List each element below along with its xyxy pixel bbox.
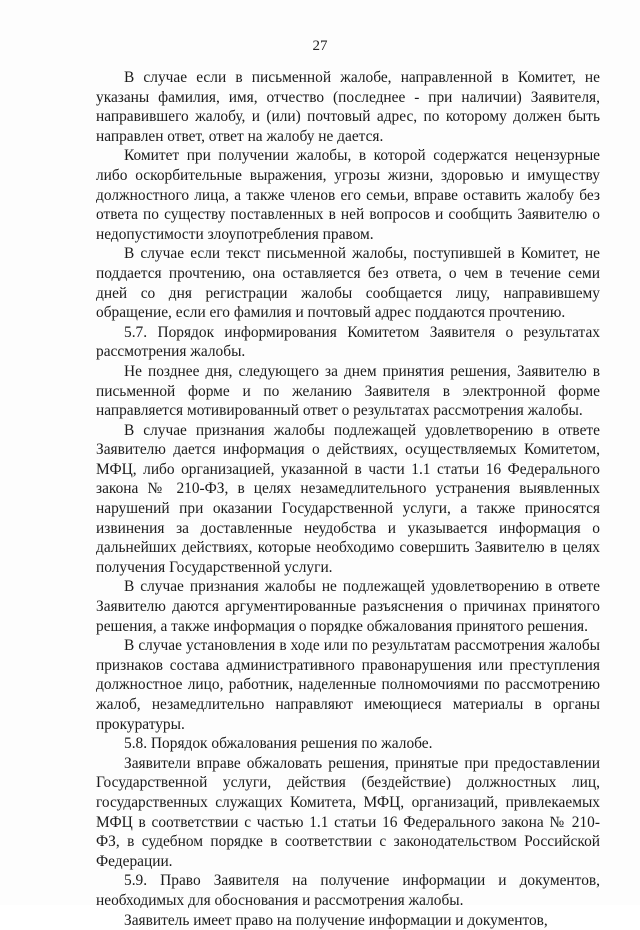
paragraph: В случае если текст письменной жалобы, поступившей в Комитет, не поддается прочтению, она оставляется без ответа, о чем в течение семи дней со дня регистрации жалобы сообщается лицу, направившему обращение, если его фамилия и почтовый адрес поддаются прочтению. — [96, 245, 600, 322]
paragraph: В случае установления в ходе или по результатам рассмотрения жалобы признаков состава административного правонарушения или преступления должностное лицо, работник, наделенные полномочиями по рассмотрению жалоб, незамедлительно направляют имеющиеся материалы в органы прокуратуры. — [96, 637, 600, 733]
page-number: 27 — [312, 38, 328, 54]
paragraph: Заявитель имеет право на получение информации и документов, — [124, 911, 548, 929]
section-heading-5-8: 5.8. Порядок обжалования решения по жалобе. — [124, 735, 433, 753]
document-body — [96, 68, 600, 930]
paragraph: В случае признания жалобы подлежащей удовлетворению в ответе Заявителю дается информация о действиях, осуществляемых Комитетом, МФЦ, либо организацией, указанной в части 1.1 статьи 16 Федерального закона № 210-ФЗ, в целях незамедлительного устранения выявленных нарушений при оказании Государственной услуги, а также приносятся извинения за доставленные неудобства и указывается информация о дальнейших действиях, которые необходимо совершить Заявителю в целях получения Государственной услуги. — [96, 421, 600, 576]
paragraph: Комитет при получении жалобы, в которой содержатся нецензурные либо оскорбительные выражения, угрозы жизни, здоровью и имуществу должностного лица, а также членов его семьи, вправе оставить жалобу без ответа по существу поставленных в ней вопросов и сообщить Заявителю о недопустимости злоупотребления правом. — [96, 147, 600, 243]
paragraph: В случае признания жалобы не подлежащей удовлетворению в ответе Заявителю даются аргументированные разъяснения о причинах принятого решения, а также информация о порядке обжалования принятого решения. — [96, 578, 600, 635]
paragraph: Не позднее дня, следующего за днем принятия решения, Заявителю в письменной форме и по желанию Заявителя в электронной форме направляется мотивированный ответ о результатах рассмотрения жалобы. — [96, 362, 600, 420]
section-heading-5-9: 5.9. Право Заявителя на получение информации и документов, необходимых для обоснования и рассмотрения жалобы. — [96, 872, 600, 909]
paragraph: Заявители вправе обжаловать решения, принятые при предоставлении Государственной услуги, действия (бездействие) должностных лиц, государственных служащих Комитета, МФЦ, организаций, привлекаемых МФЦ в соответствии с частью 1.1 статьи 16 Федерального закона № 210-ФЗ, в судебном порядке в соответствии с законодательством Российской Федерации. — [96, 754, 600, 870]
paragraph: В случае если в письменной жалобе, направленной в Комитет, не указаны фамилия, имя, отчество (последнее - при наличии) Заявителя, направившего жалобу, и (или) почтовый адрес, по которому должен быть направлен ответ, ответ на жалобу не дается. — [96, 69, 600, 145]
section-heading-5-7: 5.7. Порядок информирования Комитетом Заявителя о результатах рассмотрения жалобы. — [96, 323, 600, 361]
